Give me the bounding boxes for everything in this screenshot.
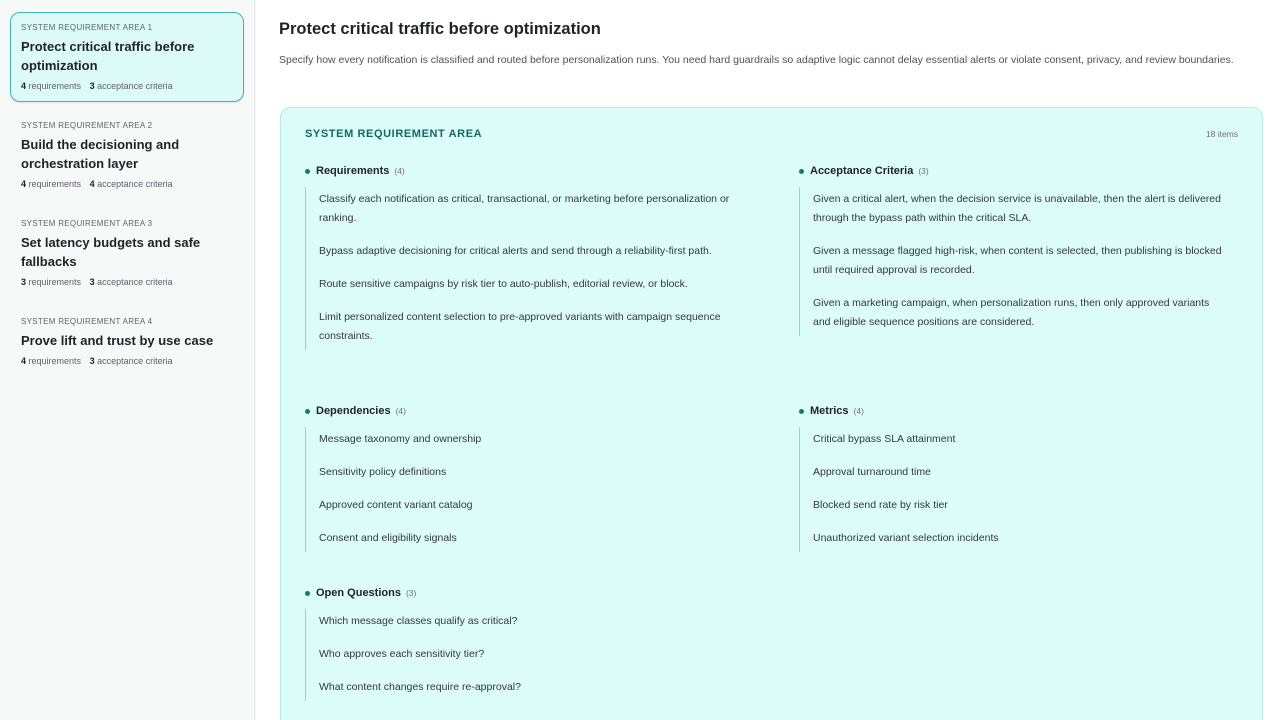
list-item: Unauthorized variant selection incidents	[813, 532, 999, 544]
area-eyebrow: SYSTEM REQUIREMENT AREA 3	[21, 219, 153, 228]
panel-item-count: 18 items	[1205, 129, 1238, 139]
list-item: Given a critical alert, when the decision service is unavailable, then the alert is delivered through the bypass path within the critical SLA.	[813, 193, 1221, 224]
list-item: Limit personalized content selection to pre-approved variants with campaign sequence constraints.	[319, 311, 721, 342]
list-item: Approved content variant catalog	[319, 499, 473, 511]
requirements-count: 4	[21, 81, 27, 91]
bullet-dot-icon	[799, 409, 804, 414]
dependencies-section	[305, 404, 745, 552]
area-card-4[interactable]	[10, 306, 244, 377]
requirements-header	[305, 164, 745, 178]
area-card-1[interactable]	[10, 12, 244, 102]
list-item: Sensitivity policy definitions	[319, 466, 447, 478]
list-item: Approval turnaround time	[813, 466, 931, 478]
list-item: Bypass adaptive decisioning for critical alerts and send through a reliability-first path.	[319, 245, 712, 257]
requirements-label: requirements	[28, 277, 82, 287]
requirements-label: requirements	[28, 356, 82, 366]
metrics-list	[799, 427, 1229, 552]
section-count: (4)	[395, 406, 406, 416]
list-item: Classify each notification as critical, transactional, or marketing before personalization or ranking.	[319, 193, 730, 224]
panel-header	[305, 128, 1238, 140]
section-count: (4)	[853, 406, 864, 416]
area-eyebrow: SYSTEM REQUIREMENT AREA 1	[21, 23, 153, 32]
acceptance-criteria-section	[799, 164, 1229, 336]
page-title: Protect critical traffic before optimization	[279, 20, 601, 38]
acceptance-label: acceptance criteria	[97, 179, 173, 189]
area-meta	[21, 356, 233, 366]
open-questions-header	[305, 586, 745, 600]
area-eyebrow: SYSTEM REQUIREMENT AREA 2	[21, 121, 153, 130]
area-meta	[21, 179, 233, 189]
list-item: Consent and eligibility signals	[319, 532, 457, 544]
bullet-dot-icon	[305, 409, 310, 414]
area-title: Protect critical traffic before optimization	[21, 39, 195, 73]
page-description: Specify how every notification is classified and routed before personalization runs. You need hard guardrails so adaptive logic cannot delay essential alerts or violate consent, privacy, and review boundaries.	[279, 54, 1234, 66]
list-item: Blocked send rate by risk tier	[813, 499, 948, 511]
requirements-list	[305, 187, 745, 350]
dependencies-list	[305, 427, 745, 552]
acceptance-label: acceptance criteria	[97, 356, 173, 366]
area-title: Set latency budgets and safe fallbacks	[21, 235, 201, 269]
area-card-2[interactable]	[10, 110, 244, 200]
list-item: Message taxonomy and ownership	[319, 433, 482, 445]
main-content	[256, 0, 1280, 720]
section-label: Acceptance Criteria	[810, 165, 914, 177]
sidebar	[0, 0, 255, 720]
panel-title: SYSTEM REQUIREMENT AREA	[305, 128, 483, 140]
section-count: (4)	[394, 166, 405, 176]
acceptance-label: acceptance criteria	[97, 81, 173, 91]
list-item: Which message classes qualify as critical?	[319, 615, 518, 627]
area-card-3[interactable]	[10, 208, 244, 298]
acceptance-label: acceptance criteria	[97, 277, 173, 287]
dependencies-header	[305, 404, 745, 418]
acceptance-criteria-header	[799, 164, 1229, 178]
acceptance-count: 3	[89, 277, 95, 287]
list-item: What content changes require re-approval?	[319, 681, 521, 693]
requirements-count: 4	[21, 179, 27, 189]
bullet-dot-icon	[305, 169, 310, 174]
metrics-section	[799, 404, 1229, 552]
requirements-section	[305, 164, 745, 350]
bullet-dot-icon	[799, 169, 804, 174]
list-item: Given a message flagged high-risk, when content is selected, then publishing is blocked until required approval is recorded.	[813, 245, 1222, 276]
area-title: Build the decisioning and orchestration layer	[21, 137, 180, 171]
section-label: Dependencies	[316, 405, 391, 417]
acceptance-count: 3	[89, 356, 95, 366]
section-count: (3)	[405, 588, 417, 598]
list-item: Who approves each sensitivity tier?	[319, 648, 485, 660]
area-meta	[21, 277, 233, 287]
requirements-count: 4	[21, 356, 27, 366]
section-label: Metrics	[810, 405, 849, 417]
section-count: (3)	[918, 166, 929, 176]
requirements-label: requirements	[28, 81, 82, 91]
bullet-dot-icon	[305, 591, 310, 596]
acceptance-count: 3	[89, 81, 95, 91]
open-questions-list	[305, 609, 745, 701]
requirements-label: requirements	[28, 179, 82, 189]
acceptance-criteria-list	[799, 187, 1229, 336]
acceptance-count: 4	[89, 179, 95, 189]
area-meta	[21, 81, 233, 91]
list-item: Given a marketing campaign, when personalization runs, then only approved variants and eligible sequence positions are considered.	[813, 297, 1210, 328]
area-title: Prove lift and trust by use case	[21, 333, 214, 348]
open-questions-section	[305, 586, 745, 701]
requirement-area-panel	[280, 107, 1263, 720]
area-eyebrow: SYSTEM REQUIREMENT AREA 4	[21, 317, 153, 326]
list-item: Route sensitive campaigns by risk tier to auto-publish, editorial review, or block.	[319, 278, 688, 290]
section-label: Requirements	[316, 165, 390, 177]
list-item: Critical bypass SLA attainment	[813, 433, 956, 445]
section-label: Open Questions	[316, 587, 401, 599]
requirements-count: 3	[21, 277, 27, 287]
metrics-header	[799, 404, 1229, 418]
